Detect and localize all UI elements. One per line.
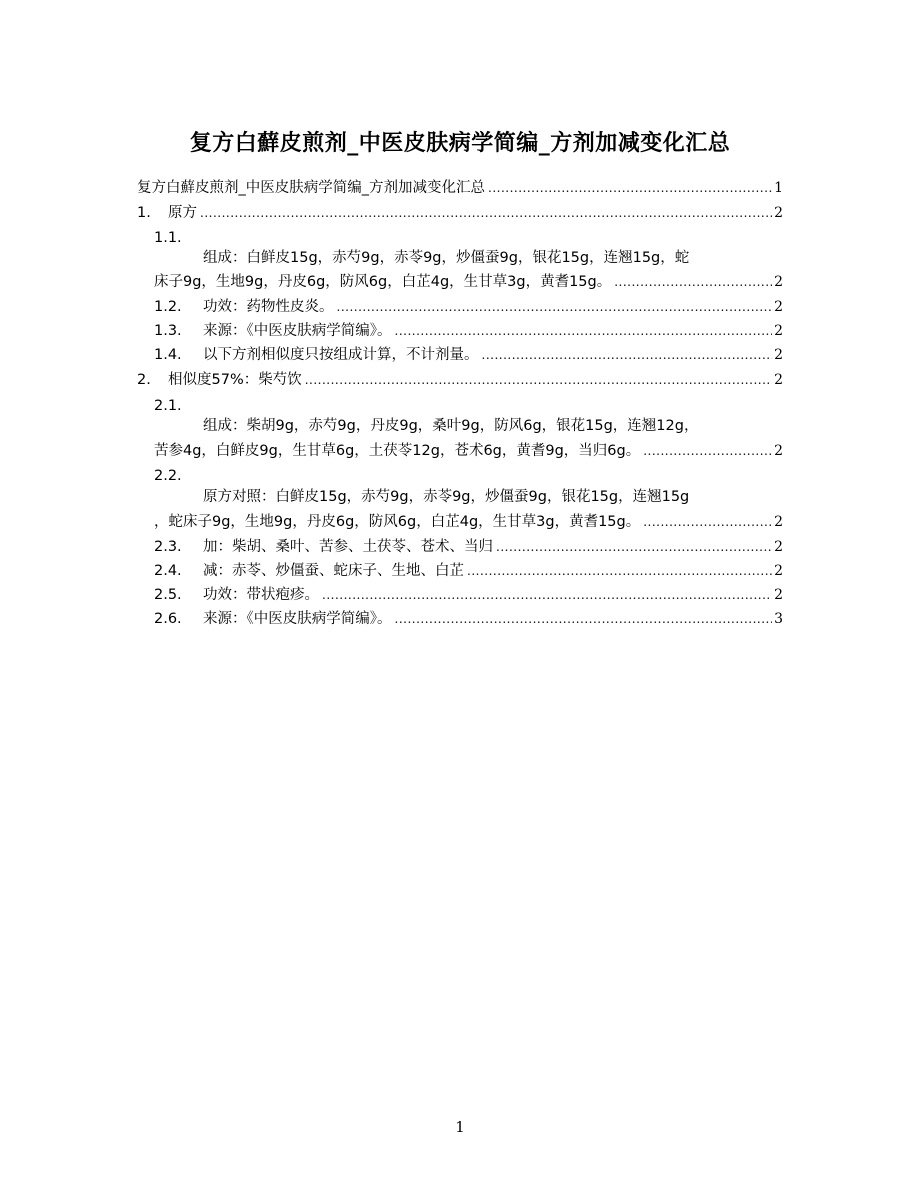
toc-page-number: 1 <box>774 180 783 196</box>
dot-leader <box>496 537 772 557</box>
toc-entry-number: 2.4. <box>154 563 182 579</box>
toc-entry-2-1[interactable] <box>154 441 783 461</box>
toc-entry-2-3[interactable] <box>154 537 783 557</box>
toc-entry-text-line2: 床子9g，生地9g，丹皮6g，防风6g，白芷4g，生甘草3g，黄耆15g。 <box>154 274 612 290</box>
toc-page-number: 2 <box>774 372 783 388</box>
toc-entry-2-4[interactable] <box>154 561 783 581</box>
dot-leader <box>322 585 772 605</box>
dot-leader <box>200 203 772 223</box>
toc-page-number: 2 <box>774 323 783 339</box>
dot-leader <box>614 272 772 292</box>
toc-entry-text-line2: 苦参4g，白鲜皮9g，生甘草6g，土茯苓12g，苍术6g，黄耆9g，当归6g。 <box>154 443 641 459</box>
toc-page-number: 2 <box>774 443 783 459</box>
toc-entry-text: 加：柴胡、桑叶、苦参、土茯苓、苍术、当归 <box>203 539 493 555</box>
toc-entry-2-2[interactable] <box>154 512 783 532</box>
toc-entry-1-3[interactable] <box>154 321 783 341</box>
toc-entry-1-2[interactable] <box>154 297 783 317</box>
toc-entry-text-line1[interactable]: 组成：柴胡9g，赤芍9g，丹皮9g，桑叶9g，防风6g，银花15g，连翘12g， <box>203 418 699 434</box>
toc-entry-text: 复方白蘚皮煎剂_中医皮肤病学简编_方剂加减变化汇总 <box>137 180 485 196</box>
toc-entry-number: 1.4. <box>154 347 182 363</box>
toc-entry-number: 2.2. <box>154 468 182 484</box>
toc-entry-2-6[interactable] <box>154 609 783 629</box>
toc-page-number: 2 <box>774 514 783 530</box>
toc-page-number: 2 <box>774 205 783 221</box>
dot-leader <box>305 370 772 390</box>
toc-entry-1[interactable] <box>137 203 783 223</box>
toc-page-number: 2 <box>774 539 783 555</box>
toc-entry-2[interactable] <box>137 370 783 390</box>
dot-leader <box>395 609 773 629</box>
toc-entry-number: 2.6. <box>154 611 182 627</box>
toc-entry-number: 1.3. <box>154 323 182 339</box>
toc-entry-number: 2. <box>137 372 151 388</box>
toc-entry-title[interactable] <box>137 178 783 198</box>
toc-entry-number: 1. <box>137 205 151 221</box>
dot-leader <box>488 178 772 198</box>
toc-page-number: 2 <box>774 563 783 579</box>
toc-entry-number: 2.3. <box>154 539 182 555</box>
toc-entry-text-line2: ，蛇床子9g，生地9g，丹皮6g，防风6g，白芷4g，生甘草3g，黄耆15g。 <box>154 514 641 530</box>
toc-page-number: 3 <box>774 611 783 627</box>
toc-entry-text: 相似度57%：柴芍饮 <box>168 372 302 388</box>
toc-entry-number: 2.5. <box>154 587 182 603</box>
toc-entry-text: 功效：药物性皮炎。 <box>203 299 334 315</box>
dot-leader <box>482 345 773 365</box>
toc-page-number: 2 <box>774 347 783 363</box>
toc-page-number: 2 <box>774 299 783 315</box>
dot-leader <box>337 297 773 317</box>
page-footer-number: 1 <box>455 1118 465 1136</box>
toc-entry-2-5[interactable] <box>154 585 783 605</box>
dot-leader <box>395 321 773 341</box>
toc-page-number: 2 <box>774 274 783 290</box>
toc-entry-text-line1[interactable]: 原方对照：白鲜皮15g，赤芍9g，赤苓9g，炒僵蚕9g，银花15g，连翘15g <box>203 489 690 505</box>
toc-entry-1-1[interactable] <box>154 272 783 292</box>
toc-entry-text: 原方 <box>168 205 197 221</box>
toc-entry-text: 以下方剂相似度只按组成计算，不计剂量。 <box>203 347 479 363</box>
dot-leader <box>467 561 772 581</box>
document-title: 复方白蘚皮煎剂_中医皮肤病学简编_方剂加减变化汇总 <box>189 131 731 156</box>
toc-entry-text-line1[interactable]: 组成：白鲜皮15g，赤芍9g，赤苓9g，炒僵蚕9g，银花15g，连翘15g，蛇 <box>203 250 690 266</box>
toc-page-number: 2 <box>774 587 783 603</box>
toc-entry-1-4[interactable] <box>154 345 783 365</box>
toc-entry-number: 2.1. <box>154 398 182 414</box>
toc-entry-text: 减：赤苓、炒僵蚕、蛇床子、生地、白芷 <box>203 563 464 579</box>
toc-entry-text: 来源：《中医皮肤病学简编》。 <box>203 611 392 627</box>
toc-entry-number: 1.2. <box>154 299 182 315</box>
toc-entry-text: 来源：《中医皮肤病学简编》。 <box>203 323 392 339</box>
dot-leader <box>643 512 772 532</box>
toc-entry-text: 功效：带状疱疹。 <box>203 587 319 603</box>
dot-leader <box>643 441 772 461</box>
toc-entry-number: 1.1. <box>154 230 182 246</box>
